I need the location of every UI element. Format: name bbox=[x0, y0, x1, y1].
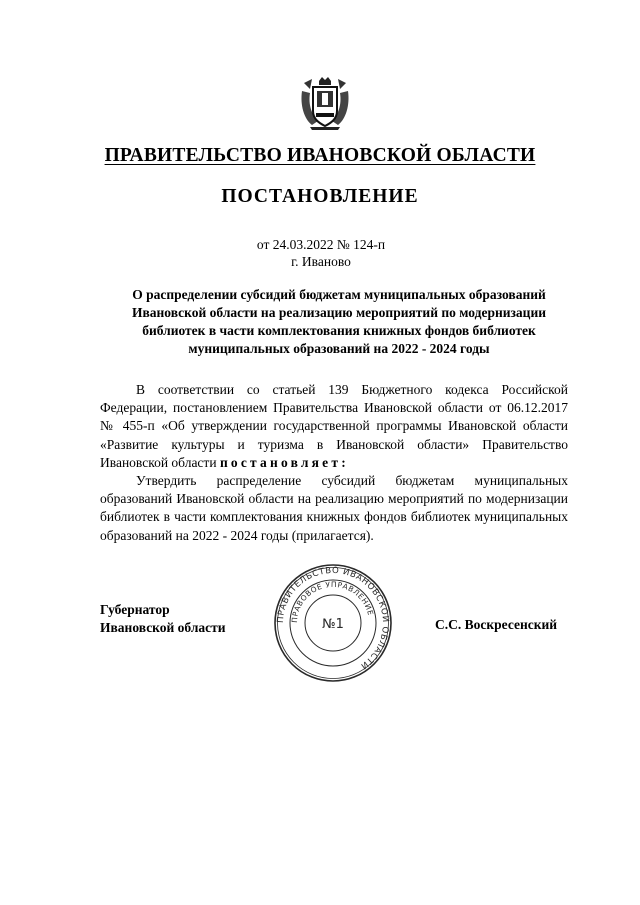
document-body bbox=[100, 381, 568, 545]
subject-line: библиотек в части комплектования книжных фондов библиотек bbox=[142, 323, 536, 338]
subject-line: муниципальных образований на 2022 - 2024 годы bbox=[188, 341, 490, 356]
body-paragraph: Утвердить распределение субсидий бюджетам муниципальных образований Ивановской области на реализацию мероприятий по модернизации библиотек в части комплектования книжных фондов библиотек муниципальных образований на 2022 - 2024 годы (прилагается). bbox=[100, 473, 568, 543]
paragraph-text: В соответствии со статьей 139 Бюджетного кодекса Российской Федерации, постановлением Правительства Ивановской области от 06.12.2017 № 455-п «Об утверждении государственной программы Ивановской области «Развитие культуры и туризма в Ивановской области» Правительство Ивановской области bbox=[100, 382, 568, 470]
stamp-inner-text: ПРАВОВОЕ УПРАВЛЕНИЕ bbox=[289, 579, 376, 624]
resolution-keyword: постановляет bbox=[219, 454, 342, 470]
government-title: ПРАВИТЕЛЬСТВО ИВАНОВСКОЙ ОБЛАСТИ bbox=[104, 145, 536, 166]
stamp-number: №1 bbox=[322, 617, 344, 632]
signatory-title-line: Губернатор bbox=[100, 602, 170, 617]
document-subject bbox=[104, 286, 574, 358]
official-stamp bbox=[273, 563, 393, 683]
document-date-number: от 24.03.2022 № 124-п bbox=[256, 237, 386, 252]
signatory-title-line: Ивановской области bbox=[100, 620, 226, 635]
body-paragraph bbox=[100, 381, 568, 472]
document-city: г. Иваново bbox=[291, 254, 351, 269]
subject-line: Ивановской области на реализацию мероприятий по модернизации bbox=[131, 305, 547, 320]
coat-of-arms-emblem bbox=[298, 75, 352, 131]
stamp-outer-text: ПРАВИТЕЛЬСТВО ИВАНОВСКОЙ ОБЛАСТИ bbox=[275, 565, 391, 671]
signatory-name: С.С. Воскресенский bbox=[435, 617, 558, 632]
resolution-colon: : bbox=[341, 454, 349, 470]
document-type-title: ПОСТАНОВЛЕНИЕ bbox=[221, 186, 419, 207]
signatory-title bbox=[100, 601, 226, 637]
subject-line: О распределении субсидий бюджетам муниципальных образований bbox=[132, 287, 546, 302]
document-date-block bbox=[0, 236, 640, 270]
